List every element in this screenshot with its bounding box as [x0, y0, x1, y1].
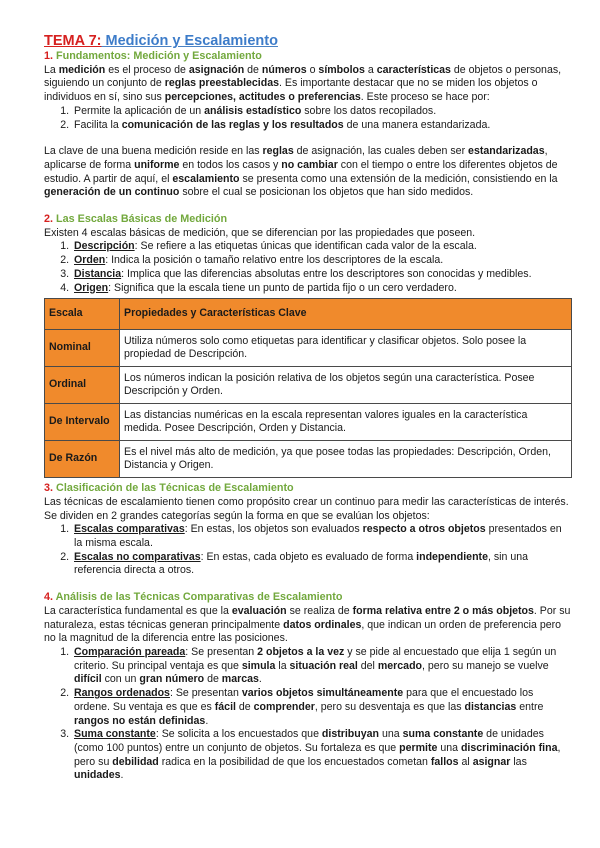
text-run: con el tiempo o entre los diferentes objetos de estudio. A partir de aquí, el [44, 158, 558, 185]
scale-text: : Indica la posición o tamaño relativo entre los descriptores de la escala. [105, 254, 444, 267]
list-item [72, 551, 572, 578]
table-value-cell: Las distancias numéricas en la escala representan valores iguales en la característica medida. Posee Descripción, Orden y Distancia. [120, 404, 572, 441]
text-run: . Este proceso se hace por: [360, 91, 490, 104]
bold-text: reglas preestablecidas [164, 77, 279, 90]
text-run: para que el encuestado los ordene. Su ventaja es que es [74, 687, 534, 713]
underlined-term: Suma constante [74, 728, 156, 741]
text-run: de asignación, las cuales deben ser [293, 145, 469, 158]
text-run: de [244, 63, 262, 76]
list-item [72, 646, 572, 687]
scale-text: : Se refiere a las etiquetas únicas que identifican cada valor de la escala. [134, 240, 477, 253]
underlined-term: Escalas no comparativas [74, 550, 201, 563]
table-value-cell: Los números indican la posición relativa de los objetos según una característica. Posee Descripción y Orden. [120, 367, 572, 404]
text-run: una [437, 741, 461, 754]
text-run: de objetos o personas, siguiendo un conjunto de [44, 63, 562, 90]
bold-text: unidades [74, 769, 121, 782]
scale-item [72, 240, 572, 254]
text-run: : Se presentan [185, 645, 258, 658]
bold-text: distancias [464, 700, 517, 713]
bold-text: evaluación [231, 604, 287, 617]
bold-text: distribuyan [321, 728, 380, 741]
section-3-intro: Las técnicas de escalamiento tienen como propósito crear un continuo para medir las características de interés. Se dividen en 2 grandes categorías según la forma en que se evalúan los objetos: [44, 495, 569, 522]
table-key-cell: Nominal [45, 330, 120, 367]
table-key-cell: De Intervalo [45, 404, 120, 441]
bold-text: estandarizadas [468, 145, 545, 158]
bold-text: comprender [253, 700, 315, 713]
bold-text: gran número [139, 673, 205, 686]
text-run: Facilita la [74, 118, 122, 131]
bold-text: características [376, 63, 451, 76]
text-run: sobre los datos recopilados. [301, 104, 437, 117]
bold-text: uniforme [134, 158, 180, 171]
table-row [45, 441, 572, 478]
bold-text: marcas [221, 673, 259, 686]
title-number: TEMA 7: [44, 33, 102, 49]
bold-text: asignar [472, 755, 511, 768]
scales-table [44, 298, 572, 478]
section-2-number: 2. [44, 213, 54, 226]
bold-text: respecto a otros objetos [362, 523, 486, 536]
text-run: o [306, 63, 319, 76]
bold-text: escalamiento [172, 172, 240, 185]
text-run: es el proceso de [105, 63, 189, 76]
bold-text: difícil [74, 673, 102, 686]
section-1-list [44, 105, 572, 132]
text-run: de una manera estandarizada. [343, 118, 491, 131]
table-value-cell: Utiliza números solo como etiquetas para identificar y clasificar objetos. Solo posee la propiedad de Descripción. [120, 330, 572, 367]
table-header-cell: Escala [45, 299, 120, 330]
text-run: , que indican un orden de preferencia pero no la magnitud de la diferencia entre las posiciones. [44, 618, 562, 645]
bold-text: no [112, 714, 126, 727]
bold-text: simula [241, 659, 276, 672]
text-run: : En estas, cada objeto es evaluado de forma [200, 550, 417, 563]
bold-text: varios objetos simultáneamente [241, 687, 404, 700]
text-run: La [44, 63, 59, 76]
table-key-cell: Ordinal [45, 367, 120, 404]
table-row [45, 367, 572, 404]
bold-text: comunicación de las reglas y los resultados [121, 118, 344, 131]
scales-list [44, 240, 572, 295]
text-run: . [258, 673, 262, 686]
bold-text: permite [399, 741, 438, 754]
table-header-row [45, 299, 572, 330]
text-run: del [357, 659, 378, 672]
bold-text: discriminación fina [460, 741, 558, 754]
section-3-heading [44, 482, 572, 496]
scale-text: : Implica que las diferencias absolutas entre los descriptores son conocidas y medibles. [121, 267, 532, 280]
text-run: en todos los casos y [179, 158, 282, 171]
text-run: , pero su manejo se vuelve [422, 659, 549, 672]
section-4-list [44, 646, 572, 783]
text-run: de [204, 673, 222, 686]
scale-text: : Significa que la escala tiene un punto de partida fijo o un cero verdadero. [108, 281, 457, 294]
bold-text: reglas [262, 145, 294, 158]
text-run: se realiza de [286, 604, 353, 617]
section-2-intro: Existen 4 escalas básicas de medición, que se diferencian por las propiedades que poseen. [44, 226, 476, 239]
bold-text: medición [58, 63, 106, 76]
text-run: : Se presentan [169, 687, 242, 700]
list-item [72, 105, 572, 119]
text-run: una [379, 728, 403, 741]
list-item [72, 687, 572, 728]
text-run: La clave de una buena medición reside en las [44, 145, 263, 158]
bold-text: independiente [416, 550, 488, 563]
text-run: la [275, 659, 290, 672]
section-4-intro [44, 605, 572, 646]
bold-text: rangos [74, 714, 110, 727]
underlined-term: Escalas comparativas [74, 523, 185, 536]
underlined-term: Rangos ordenados [74, 687, 170, 700]
bold-text: fallos [430, 755, 459, 768]
table-row [45, 404, 572, 441]
scale-item [72, 268, 572, 282]
section-4-title: Análisis de las Técnicas Comparativas de Escalamiento [55, 591, 343, 604]
bold-text: debilidad [112, 755, 159, 768]
text-run: . [205, 714, 209, 727]
scale-term: Orden [74, 254, 106, 267]
text-run: , pero su desventaja es que las [314, 700, 465, 713]
text-run: La característica fundamental es que la [44, 604, 232, 617]
scale-item [72, 254, 572, 268]
bold-text: percepciones, actitudes o preferencias [164, 91, 361, 104]
bold-text: análisis estadístico [204, 104, 302, 117]
text-run: las [510, 755, 527, 768]
bold-text: 2 objetos a la vez [257, 645, 345, 658]
text-run: al [458, 755, 473, 768]
text-run: de unidades (como 100 puntos) entre un conjunto de objetos. Su fortaleza es que [74, 728, 544, 754]
list-item [72, 119, 572, 133]
title-text: Medición y Escalamiento [105, 33, 278, 49]
document-page [44, 32, 572, 783]
text-run: , pero su [74, 741, 561, 768]
bold-text: fácil [214, 700, 236, 713]
section-2-heading [44, 213, 572, 227]
bold-text: símbolos [318, 63, 365, 76]
bold-text: suma constante [402, 728, 484, 741]
text-run: y se pide al encuestado que elija 1 según un criterio. Su principal ventaja es que [74, 645, 557, 672]
section-1-paragraph-2 [44, 145, 572, 200]
bold-text: números [261, 63, 307, 76]
section-1-number: 1. [44, 50, 54, 62]
bold-text: forma relativa entre 2 o más objetos [352, 604, 534, 617]
text-run: con un [101, 673, 140, 686]
bold-text: situación real [289, 659, 358, 672]
page-title [44, 32, 572, 50]
text-run: entre [516, 700, 544, 713]
section-1-title: Fundamentos: Medición y Escalamiento [56, 50, 262, 62]
text-run: . Es importante destacar que no se miden los objetos o individuos en sí, sino sus [44, 77, 538, 104]
bold-text: datos ordinales [283, 618, 362, 631]
bold-text: están definidas [128, 714, 206, 727]
text-run: , sin una referencia directa a otros. [74, 550, 529, 577]
section-3-number: 3. [44, 482, 54, 495]
underlined-term: Comparación pareada [74, 645, 186, 658]
scale-term: Origen [74, 281, 109, 294]
section-4-number: 4. [44, 591, 54, 604]
section-1-paragraph-1 [44, 64, 572, 105]
bold-text: asignación [188, 63, 245, 76]
text-run: presentados en la misma escala. [74, 523, 562, 550]
table-row [45, 330, 572, 367]
text-run: : En estas, los objetos son evaluados [184, 523, 363, 536]
scale-item [72, 282, 572, 296]
text-run: sobre el cual se posicionan los objetos que han sido medidos. [179, 186, 474, 199]
text-run: a [364, 63, 377, 76]
text-run: de [235, 700, 254, 713]
scale-term: Descripción [74, 240, 135, 253]
list-item [72, 728, 572, 783]
section-3-title: Clasificación de las Técnicas de Escalamiento [56, 482, 294, 495]
text-run: Permite la aplicación de un [74, 104, 205, 117]
bold-text: mercado [377, 659, 423, 672]
section-4-heading [44, 591, 572, 605]
text-run: . Por su naturaleza, estas técnicas generan principalmente [44, 604, 571, 631]
bold-text: no cambiar [281, 158, 338, 171]
table-value-cell: Es el nivel más alto de medición, ya que posee todas las propiedades: Descripción, Orden, Distancia y Origen. [120, 441, 572, 478]
text-run: se presenta como una extensión de la medición, consistiendo en la [239, 172, 558, 185]
scale-term: Distancia [74, 267, 122, 280]
table-key-cell: De Razón [45, 441, 120, 478]
text-run: radica en la posibilidad de que los encuestados cometan [158, 755, 431, 768]
table-header-cell: Propiedades y Características Clave [120, 299, 572, 330]
section-2-title: Las Escalas Básicas de Medición [56, 213, 228, 226]
list-item [72, 523, 572, 550]
text-run: : Se solicita a los encuestados que [155, 728, 322, 741]
text-run: . [120, 769, 124, 782]
section-3-list [44, 523, 572, 578]
text-run: , aplicarse de forma [44, 145, 548, 171]
section-1-heading [44, 50, 572, 64]
bold-text: generación de un continuo [44, 186, 180, 199]
